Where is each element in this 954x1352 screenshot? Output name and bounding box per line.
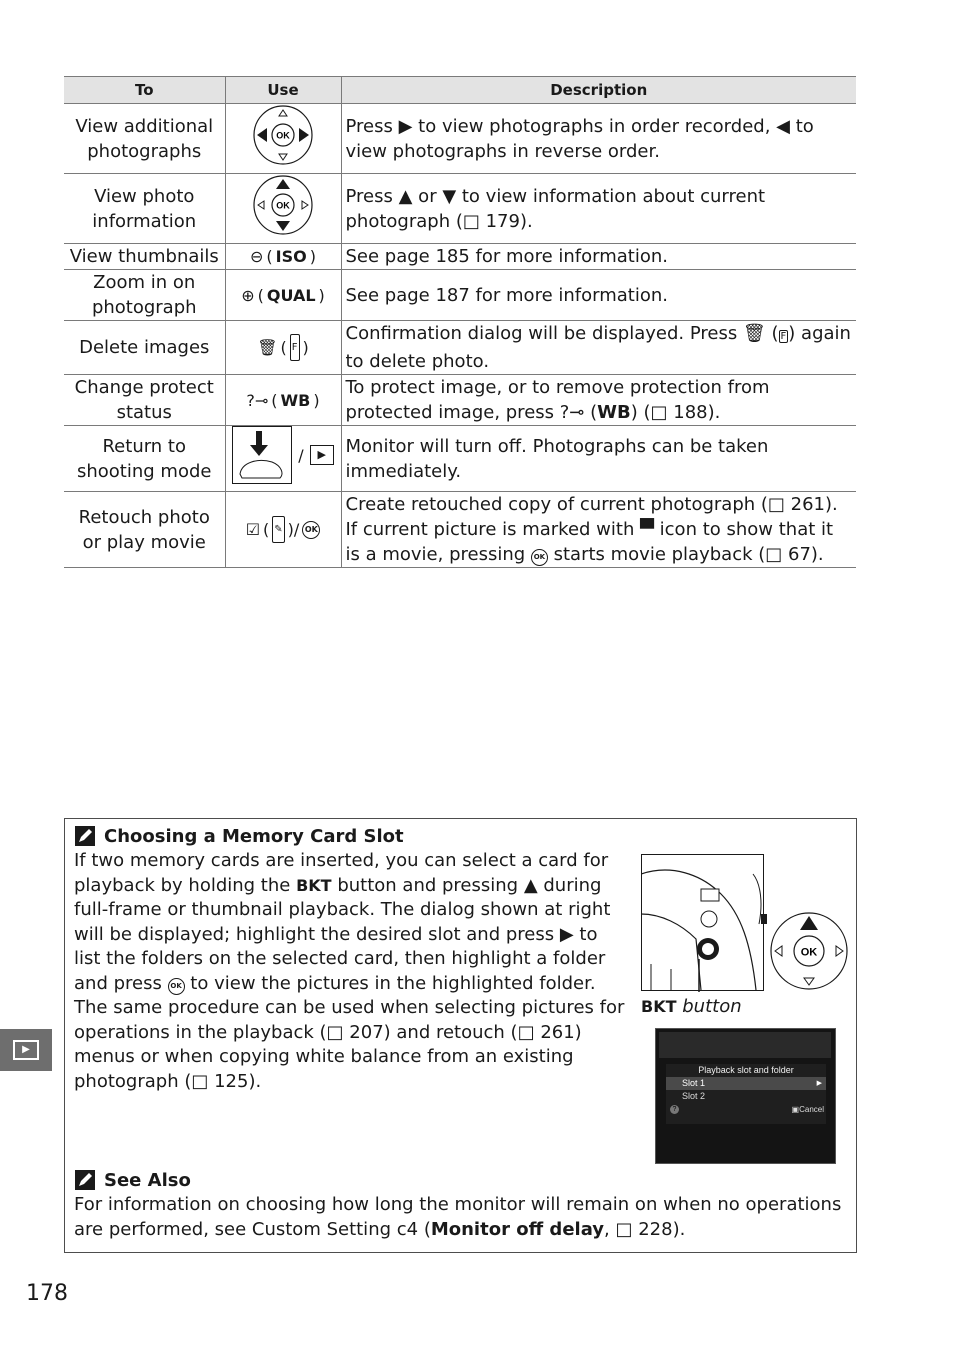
pencil-note-icon xyxy=(74,1169,96,1191)
page-ref-icon: □ xyxy=(517,1021,535,1043)
row-use xyxy=(225,174,341,244)
protect-key-icon: ?⊸ xyxy=(559,402,585,423)
row-to: Change protect status xyxy=(64,375,225,426)
format-icon: F xyxy=(780,331,787,342)
row-description: Confirmation dialog will be displayed. Press 🗑 ( F ) again to delete photo. xyxy=(341,321,856,375)
up-arrow-icon: ▲ xyxy=(523,874,538,896)
down-arrow-icon: ▼ xyxy=(442,185,457,207)
retouch-menu-icon: ✎ xyxy=(272,516,284,543)
row-use: ⊖ ( ISO ) xyxy=(225,244,341,270)
row-to: Retouch photo or play movie xyxy=(64,492,225,568)
row-description: See page 185 for more information. xyxy=(341,244,856,270)
page-ref-icon: □ xyxy=(462,210,480,232)
page-ref-icon: □ xyxy=(191,1070,209,1092)
trash-icon: 🗑 xyxy=(257,338,278,357)
table-row xyxy=(64,104,856,174)
format-icon: F xyxy=(290,334,300,361)
camera-bkt-button-illustration xyxy=(641,854,851,994)
right-arrow-icon: ▶ xyxy=(398,115,413,137)
reference-table xyxy=(64,76,856,568)
row-use xyxy=(225,104,341,174)
header-use: Use xyxy=(225,77,341,104)
svg-text:OK: OK xyxy=(276,130,290,141)
page-ref-icon: □ xyxy=(767,494,785,515)
row-use: ⊕ ( QUAL ) xyxy=(225,270,341,321)
page-ref-icon: □ xyxy=(615,1218,633,1240)
right-arrow-icon: ▶ xyxy=(559,923,574,945)
table-row xyxy=(64,492,856,568)
retouch-icon: ☑ xyxy=(245,520,261,539)
iso-button-label: ISO xyxy=(275,247,307,266)
row-description: See page 187 for more information. xyxy=(341,270,856,321)
dialog-title: Playback slot and folder xyxy=(698,1065,794,1075)
ok-button-icon: OK xyxy=(168,978,185,995)
ok-button-icon: OK xyxy=(531,549,548,566)
note-paragraph: For information on choosing how long the monitor will remain on when no operations are performed, see Custom Setting c4 (Monitor off delay, □ 228). xyxy=(74,1194,842,1240)
row-use xyxy=(225,426,341,492)
note-heading xyxy=(74,1169,191,1191)
row-description: Create retouched copy of current photograph (□ 261). If current picture is marked with ▀ icon to show that it is a movie, pressing OK starts movie playback (□ 67). xyxy=(341,492,856,568)
left-arrow-icon: ◀ xyxy=(776,115,790,137)
playback-tab-icon: ▶ xyxy=(13,1040,39,1060)
row-description: To protect image, or to remove protection from protected image, press ?⊸ (WB) (□ 188). xyxy=(341,375,856,426)
page-ref-icon: □ xyxy=(326,1021,344,1043)
note-heading xyxy=(74,825,404,847)
row-description: Press ▲ or ▼ to view information about current photograph (□ 179). xyxy=(341,174,856,244)
help-icon: ? xyxy=(670,1105,679,1114)
row-to: Return to shooting mode xyxy=(64,426,225,492)
movie-icon: ▀ xyxy=(640,519,654,540)
note-title: Choosing a Memory Card Slot xyxy=(104,825,404,847)
playback-slot-menu-screen xyxy=(655,1028,836,1164)
table-row xyxy=(64,426,856,492)
row-description: Monitor will turn off. Photographs can be taken immediately. xyxy=(341,426,856,492)
svg-text:OK: OK xyxy=(800,946,818,959)
row-to: View thumbnails xyxy=(64,244,225,270)
separator: / xyxy=(298,445,304,465)
svg-text:OK: OK xyxy=(276,200,290,211)
submenu-arrow-icon: ▶ xyxy=(816,1080,822,1087)
page-number: 178 xyxy=(26,1281,68,1306)
trash-icon: 🗑 xyxy=(742,323,766,344)
table-row xyxy=(64,321,856,375)
wb-button-label: WB xyxy=(280,390,311,410)
row-use: ?⊸ ( WB ) xyxy=(225,375,341,426)
note-box xyxy=(64,818,857,1253)
table-row xyxy=(64,270,856,321)
zoom-in-icon: ⊕ xyxy=(241,285,255,305)
row-to: View photo information xyxy=(64,174,225,244)
header-description: Description xyxy=(341,77,856,104)
row-use: 🗑 ( F ) xyxy=(225,321,341,375)
header-to: To xyxy=(64,77,225,104)
row-to: Zoom in on photograph xyxy=(64,270,225,321)
dialog-panel xyxy=(666,1064,826,1124)
table-header-row xyxy=(64,77,856,104)
table-row xyxy=(64,174,856,244)
note-title: See Also xyxy=(104,1169,191,1191)
table-row xyxy=(64,244,856,270)
note-paragraph: If two memory cards are inserted, you can select a card for playback by holding the BKT button and pressing ▲ during full-frame or thumbnail playback. The dialog shown at right will be displayed; highlight the desired slot and press ▶ to list the folders on the selected card, then highlight a folder and press OK to view the pictures in the highlighted folder. The same procedure can be used when selecting pictures for operations in the playback (□ 207) and retouch (□ 261) menus or when copying white balance from an existing photograph (□ 125). xyxy=(74,850,625,1092)
slot2-item[interactable]: Slot 2 xyxy=(682,1091,706,1101)
protect-key-icon: ?⊸ xyxy=(246,390,269,410)
qual-button-label: QUAL xyxy=(266,285,316,305)
playback-section-tab xyxy=(0,1029,52,1071)
row-to: View additional photographs xyxy=(64,104,225,174)
illustration-caption: BKT button xyxy=(641,996,742,1017)
ok-button-icon: OK xyxy=(302,521,320,539)
playback-button-icon: ▶ xyxy=(310,445,334,465)
slot1-item[interactable]: Slot 1 ▶ xyxy=(666,1077,826,1090)
pencil-note-icon xyxy=(74,825,96,847)
row-to: Delete images xyxy=(64,321,225,375)
thumbnail-zoom-out-icon: ⊖ xyxy=(250,247,264,266)
row-description: Press ▶ to view photographs in order recorded, ◀ to view photographs in reverse order. xyxy=(341,104,856,174)
row-use: ☑ ( ✎ )/ OK xyxy=(225,492,341,568)
multi-selector-up-down-icon xyxy=(252,174,314,236)
menu-tab-strip xyxy=(659,1032,831,1058)
multi-selector-left-right-icon xyxy=(252,104,314,166)
up-arrow-icon: ▲ xyxy=(398,185,413,207)
table-row xyxy=(64,375,856,426)
page-ref-icon: □ xyxy=(650,402,668,423)
page-ref-icon: □ xyxy=(765,544,783,565)
shutter-release-icon xyxy=(232,426,292,484)
cancel-label[interactable]: ▣Cancel xyxy=(791,1105,824,1114)
